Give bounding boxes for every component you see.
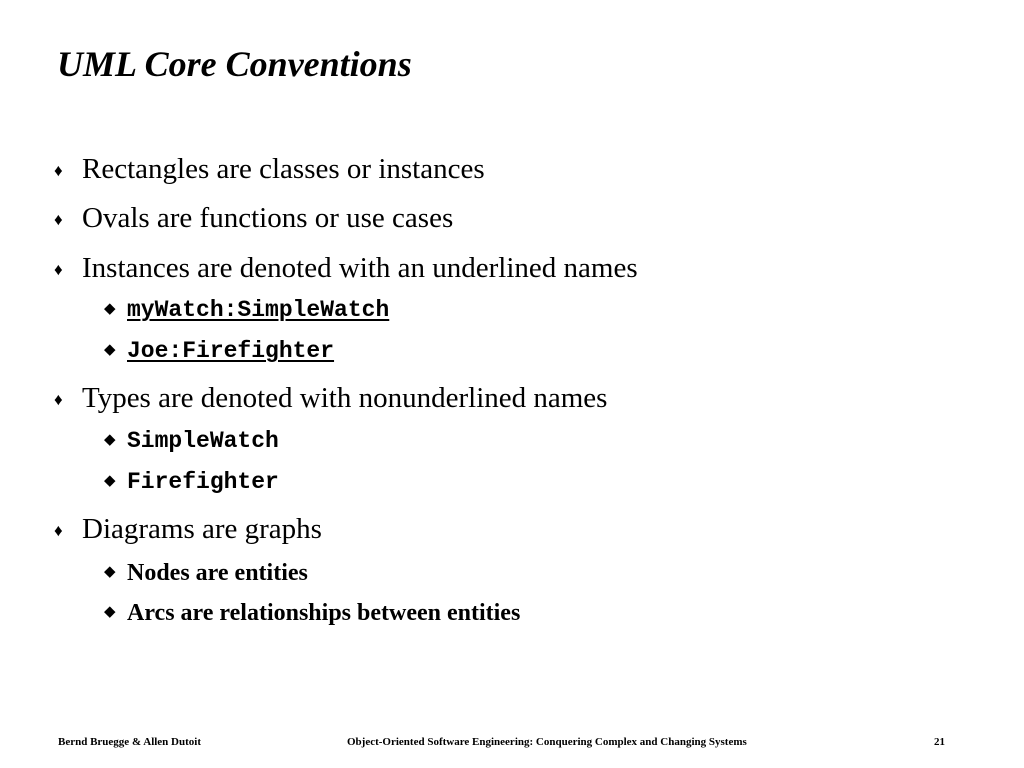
bullet-text: Diagrams are graphs xyxy=(82,513,322,545)
diamond-sub-bullet-icon: ◆ xyxy=(104,562,116,580)
bullet-item xyxy=(54,151,485,187)
instance-name: Joe:Firefighter xyxy=(127,338,335,364)
type-name: Firefighter xyxy=(127,469,279,495)
diamond-sub-bullet-icon: ◆ xyxy=(104,471,116,489)
bullet-item xyxy=(54,511,322,547)
bullet-text: Rectangles are classes or instances xyxy=(82,153,485,185)
sub-bullet-item xyxy=(104,467,279,497)
footer-authors: Bernd Bruegge & Allen Dutoit xyxy=(58,736,201,748)
sub-bullet-item xyxy=(104,426,279,456)
diamond-sub-bullet-icon: ◆ xyxy=(104,602,116,620)
diamond-bullet-icon: ♦ xyxy=(54,521,63,540)
footer-book-title: Object-Oriented Software Engineering: Conquering Complex and Changing Systems xyxy=(347,736,747,748)
sub-bullet-item xyxy=(104,598,521,628)
bullet-text: Instances are denoted with an underlined names xyxy=(82,252,638,284)
sub-bullet-item xyxy=(104,295,390,325)
diamond-bullet-icon: ♦ xyxy=(54,390,63,409)
type-name: SimpleWatch xyxy=(127,428,279,454)
diamond-bullet-icon: ♦ xyxy=(54,210,63,229)
diamond-bullet-icon: ♦ xyxy=(54,260,63,279)
diamond-sub-bullet-icon: ◆ xyxy=(104,299,116,317)
instance-name: myWatch:SimpleWatch xyxy=(127,297,390,323)
bullet-text: Types are denoted with nonunderlined names xyxy=(82,382,608,414)
bullet-text: Ovals are functions or use cases xyxy=(82,202,454,234)
bullet-item xyxy=(54,250,638,286)
diamond-sub-bullet-icon: ◆ xyxy=(104,430,116,448)
bullet-item xyxy=(54,380,608,416)
diamond-bullet-icon: ♦ xyxy=(54,161,63,180)
slide-title: UML Core Conventions xyxy=(57,44,412,84)
sub-bullet-item xyxy=(104,336,335,366)
footer-page-number: 21 xyxy=(934,736,945,748)
sub-bullet-text: Arcs are relationships between entities xyxy=(127,600,521,626)
sub-bullet-text: Nodes are entities xyxy=(127,560,308,586)
bullet-item xyxy=(54,200,454,236)
sub-bullet-item xyxy=(104,558,308,588)
diamond-sub-bullet-icon: ◆ xyxy=(104,340,116,358)
